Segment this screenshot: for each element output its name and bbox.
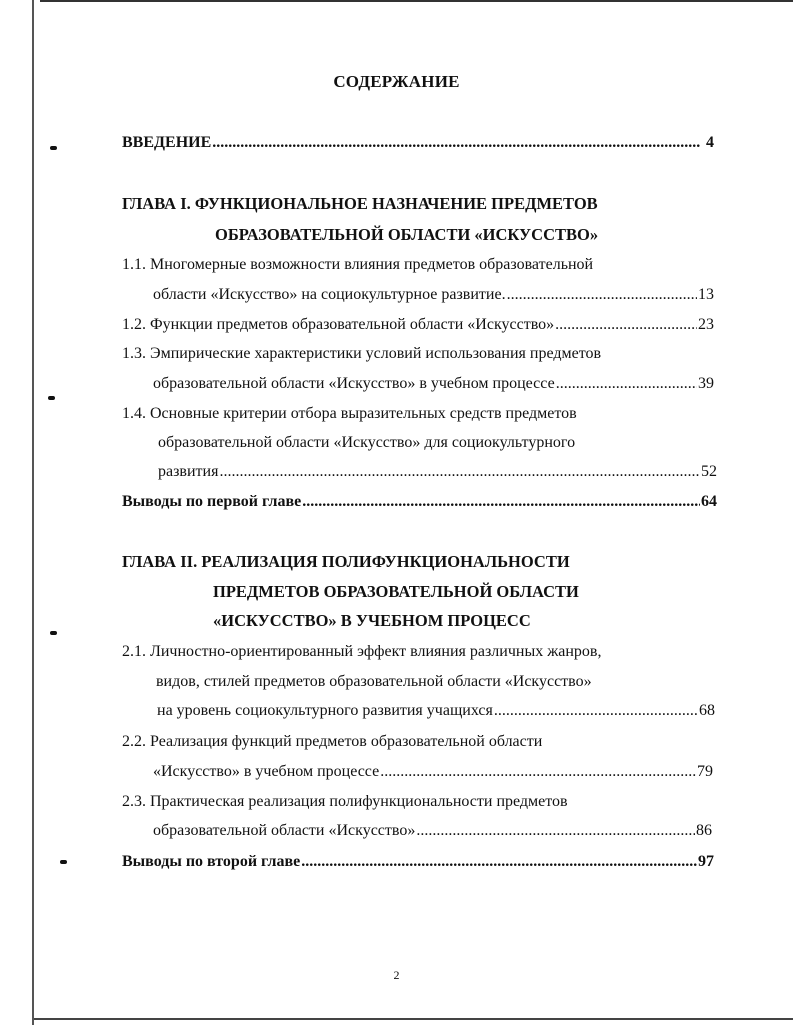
scan-speck — [60, 860, 67, 864]
toc-page: 79 — [697, 763, 713, 780]
toc-page: 4 — [706, 134, 714, 151]
toc-entry-1-2[interactable] — [122, 315, 714, 335]
scan-speck — [50, 146, 57, 150]
page-title: СОДЕРЖАНИЕ — [333, 72, 460, 91]
toc-page: 13 — [698, 286, 714, 303]
toc-entry-1-3[interactable] — [153, 374, 714, 394]
toc-page: 52 — [701, 463, 717, 480]
leader-dots — [555, 315, 697, 335]
toc-entry-text: 2.3. Практическая реализация полифункциональности предметов — [122, 793, 568, 810]
leader-dots — [380, 762, 696, 782]
chapter-heading-cont: ПРЕДМЕТОВ ОБРАЗОВАТЕЛЬНОЙ ОБЛАСТИ — [213, 582, 579, 601]
toc-entry-2-1[interactable] — [157, 701, 715, 721]
toc-label: на уровень социокультурного развития учащихся — [157, 702, 493, 719]
chapter-heading: ГЛАВА I. ФУНКЦИОНАЛЬНОЕ НАЗНАЧЕНИЕ ПРЕДМЕТОВ — [122, 194, 598, 213]
toc-entry-text: 2.1. Личностно-ориентированный эффект влияния различных жанров, — [122, 643, 602, 660]
chapter-heading: ГЛАВА II. РЕАЛИЗАЦИЯ ПОЛИФУНКЦИОНАЛЬНОСТИ — [122, 552, 570, 571]
leader-dots — [416, 821, 695, 841]
toc-page: 39 — [698, 375, 714, 392]
leader-dots — [301, 852, 697, 872]
scan-border-bottom — [34, 1018, 793, 1020]
leader-dots — [494, 701, 698, 721]
toc-entry-summary-1[interactable] — [122, 492, 717, 512]
leader-dots — [219, 462, 700, 482]
toc-page: 97 — [698, 853, 714, 870]
toc-label: ВВЕДЕНИЕ — [122, 134, 212, 151]
toc-label: Выводы по второй главе — [122, 853, 301, 870]
scan-border-top — [40, 0, 793, 2]
toc-entry-text: 1.3. Эмпирические характеристики условий использования предметов — [122, 345, 602, 362]
toc-page: 68 — [699, 702, 715, 719]
toc-page: 86 — [696, 822, 712, 839]
toc-entry-text: 1.1. Многомерные возможности влияния предметов образовательной — [122, 256, 594, 273]
toc-label: Выводы по первой главе — [122, 493, 302, 510]
scan-border-left — [32, 0, 34, 1025]
toc-label: «Искусство» в учебном процессе — [153, 763, 380, 780]
toc-label: образовательной области «Искусство» — [153, 822, 416, 839]
toc-entry-text: видов, стилей предметов образовательной области «Искусство» — [156, 673, 592, 690]
leader-dots — [302, 492, 700, 512]
leader-dots — [212, 133, 705, 153]
chapter-heading-cont: «ИСКУССТВО» В УЧЕБНОМ ПРОЦЕСС — [213, 611, 531, 630]
toc-entry-text: 1.4. Основные критерии отбора выразительных средств предметов — [122, 405, 577, 422]
toc-entry-1-4[interactable] — [158, 462, 717, 482]
scan-speck — [48, 396, 55, 400]
toc-entry-2-2[interactable] — [153, 762, 713, 782]
toc-label: 1.2. Функции предметов образовательной области «Искусство» — [122, 316, 555, 333]
leader-dots — [556, 374, 697, 394]
toc-entry-intro[interactable] — [122, 133, 714, 153]
toc-entry-text: образовательной области «Искусство» для социокультурного — [158, 434, 576, 451]
leader-dots — [507, 285, 697, 305]
toc-entry-1-1[interactable] — [153, 285, 714, 305]
scan-speck — [50, 631, 57, 635]
toc-page: 23 — [698, 316, 714, 333]
toc-page: 64 — [701, 493, 717, 510]
chapter-heading-cont: ОБРАЗОВАТЕЛЬНОЙ ОБЛАСТИ «ИСКУССТВО» — [215, 225, 599, 244]
toc-entry-text: 2.2. Реализация функций предметов образовательной области — [122, 733, 543, 750]
toc-label: области «Искусство» на социокультурное развитие. — [153, 286, 506, 303]
toc-label: образовательной области «Искусство» в учебном процессе — [153, 375, 555, 392]
toc-entry-summary-2[interactable] — [122, 852, 714, 872]
toc-entry-2-3[interactable] — [153, 821, 712, 841]
toc-label: развития — [158, 463, 219, 480]
page-number: 2 — [393, 968, 400, 982]
